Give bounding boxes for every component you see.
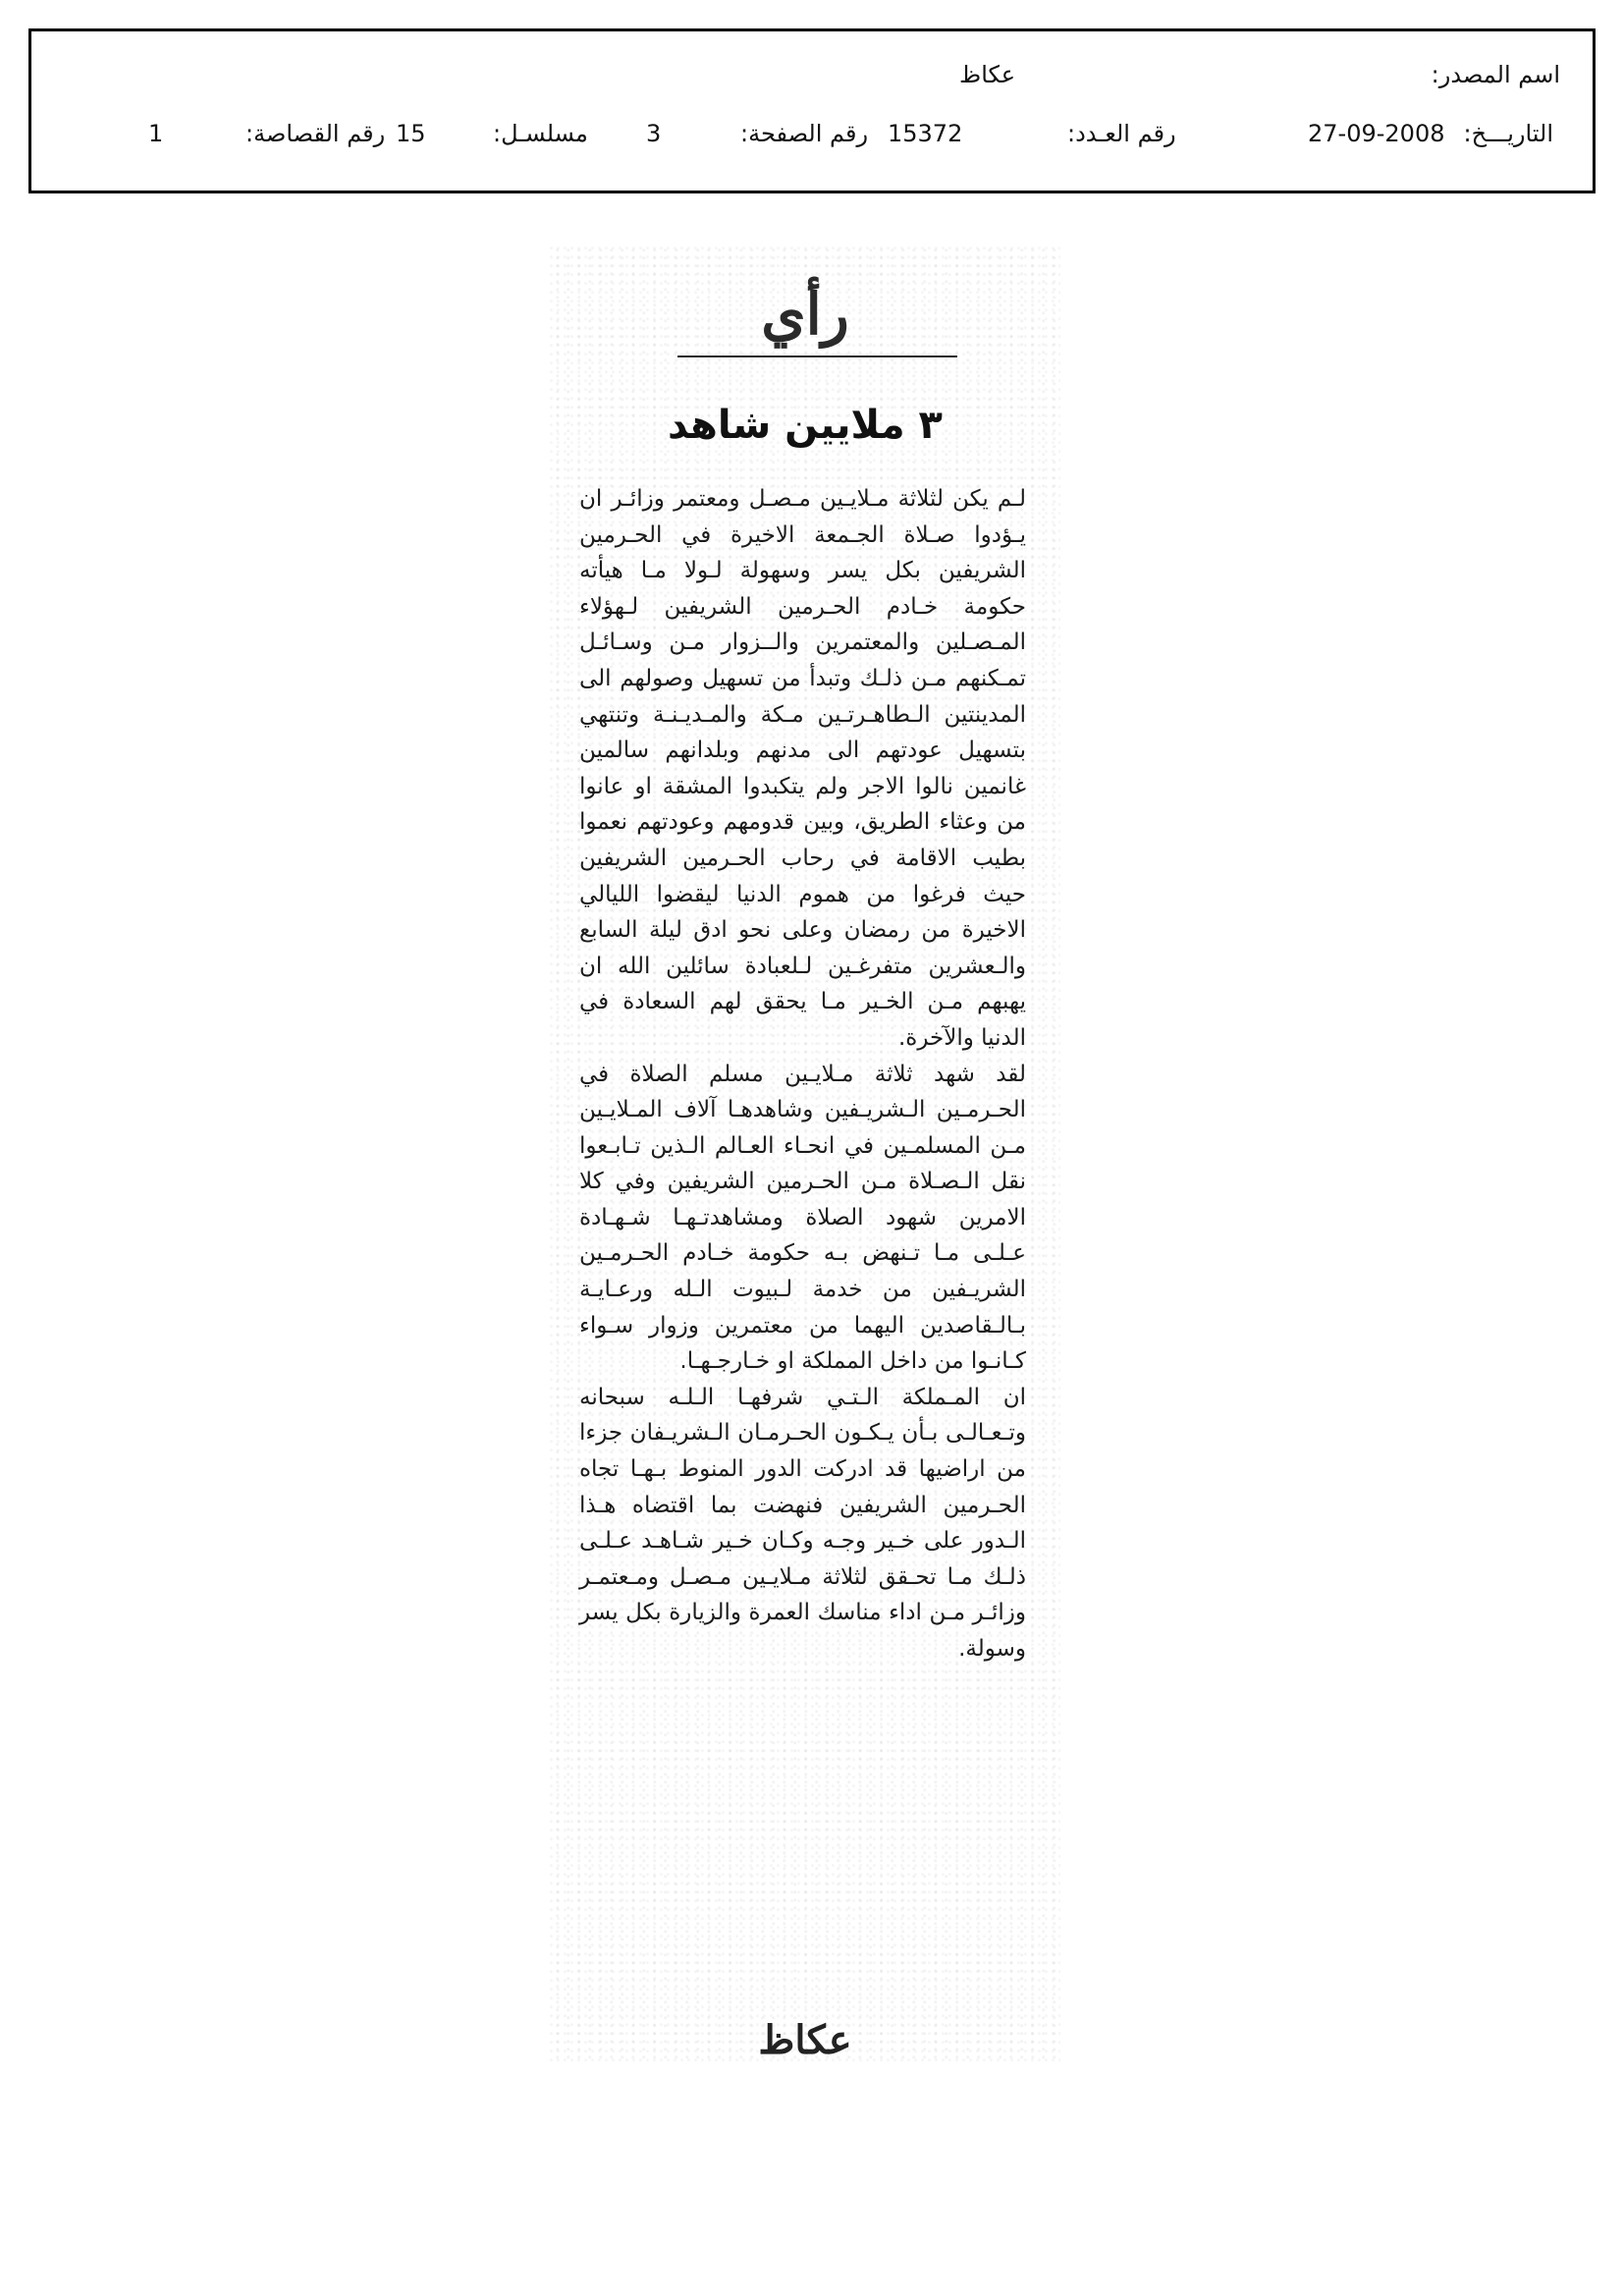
page-label: رقم الصفحة: <box>740 120 869 147</box>
section-logo: رأي <box>761 281 849 348</box>
issue-label: رقم العـدد: <box>1067 120 1176 147</box>
clipping-number-value: 1 <box>148 120 164 147</box>
date-label: التاريـــخ: <box>1463 120 1553 147</box>
serial-value: 15 <box>396 120 426 147</box>
article-title: ٣ ملايين شاهد <box>668 403 943 448</box>
article-body <box>579 481 1026 1667</box>
clipping-header-box <box>28 28 1596 193</box>
article-paragraph: لـم يكن لثلاثة مـلايـين مـصـل ومعتمر وزائـر ان يـؤدوا صـلاة الجـمعة الاخيرة في الحـرمين الشريفين بكل يسر وسهولة لـولا مـا هيأته حكومة خـادم الحـرمين الشريفين لـهؤلاء المـصـلين والمعتمرين والــزوار مـن وسـائـل تمـكنهم مـن ذلـك وتبدأ من تسهيل وصولهم الى المدينتين الـطاهـرتـين مـكة والمـديـنـة وتنتهي بتسهيل عودتهم الى مدنهم وبلدانهم سالمين غانمين نالوا الاجر ولم يتكبدوا المشقة او عانوا من وعثاء الطريق، وبين قدومهم وعودتهم نعموا بطيب الاقامة في رحاب الحـرمين الشريفين حيث فرغوا من هموم الدنيا ليقضوا الليالي الاخيرة من رمضان وعلى نحو ادق ليلة السابع والـعشرين متفرغـين لـلعبادة سائلين الله ان يهبهم مـن الخـير مـا يحقق لهم السعادة في الدنيا والآخرة. <box>579 486 1026 1051</box>
page-value: 3 <box>646 120 662 147</box>
clipping-number-label: رقم القصاصة: <box>245 120 386 147</box>
section-divider <box>677 355 957 357</box>
source-label: اسم المصدر: <box>1431 61 1560 88</box>
newspaper-logo: عكاظ <box>758 2017 852 2063</box>
source-value: عكاظ <box>959 61 1016 88</box>
date-value: 27-09-2008 <box>1308 120 1445 147</box>
serial-label: مسلسـل: <box>493 120 588 147</box>
newspaper-clipping <box>550 246 1060 2062</box>
article-paragraph: ان المـملكة الـتـي شرفهـا الـلـه سبحانه وتـعـالـى بـأن يـكـون الحـرمـان الـشريـفان جزءا من اراضيها قد ادركت الدور المنوط بـهـا تجاه الحـرمين الشريفين فنهضت بما اقتضاه هـذا الـدور على خـير وجـه وكـان خـير شـاهـد عـلـى ذلـك مـا تحـقق لثلاثة مـلايـين مـصـل ومـعتمـر وزائـر مـن اداء مناسك العمرة والزيارة بكل يسر وسولة. <box>579 1384 1026 1662</box>
article-paragraph: لقد شهد ثلاثة مـلايـين مسلم الصلاة في الحـرمـين الـشريـفين وشاهدهـا آلاف المـلايـين مـن المسلمـين في انحـاء العـالم الـذين تـابـعوا نقل الـصـلاة مـن الحـرمين الشريفين وفي كلا الامرين شهود الصلاة ومشاهدتـهـا شـهـادة عـلـى مـا تـنهض بـه حكومة خـادم الحـرمـين الشريـفين من خدمة لـبيوت الـله ورعـايـة بـالـقاصدين اليهما من معتمرين وزوار سـواء كـانـوا من داخل المملكة او خـارجـهـا. <box>579 1061 1026 1375</box>
issue-value: 15372 <box>888 120 963 147</box>
